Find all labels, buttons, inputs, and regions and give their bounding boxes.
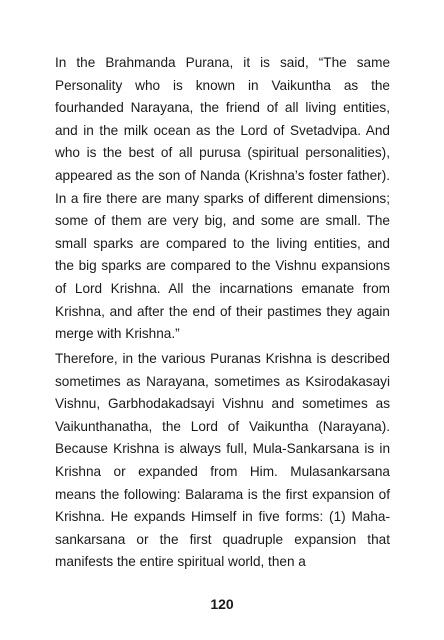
body-text-block	[55, 52, 390, 346]
body-text-block	[55, 348, 390, 574]
paragraph: In the Brahmanda Purana, it is said, “The same Personality who is known in Vaikuntha as the fourhanded Narayana, the friend of all living entities, and in the milk ocean as the Lord of Svetadvipa. And who is the best of all purusa (spiritual personalities), appeared as the son of Nanda (Krishna’s foster father). In a fire there are many sparks of different dimensions; some of them are very big, and some are small. The small sparks are compared to the living entities, and the big sparks are compared to the Vishnu expansions of Lord Krishna. All the incarnations emanate from Krishna, and after the end of their pastimes they again merge with Krishna.”	[55, 55, 390, 342]
page-number: 120	[210, 596, 234, 612]
paragraph: Therefore, in the various Puranas Krishna is described sometimes as Narayana, sometimes as Ksirodakasayi Vishnu, Garbhodakadsayi Vishnu and sometimes as Vaikunthanatha, the Lord of Vaikuntha (Narayana). Because Krishna is always full, Mula-Sankarsana is in Krishna or expanded from Him. Mulasankarsana means the following: Balarama is the first expansion of Krishna. He expands Himself in five forms: (1) Maha-sankarsana or the first quadruple expansion that manifests the entire spiritual world, then a	[55, 351, 390, 570]
